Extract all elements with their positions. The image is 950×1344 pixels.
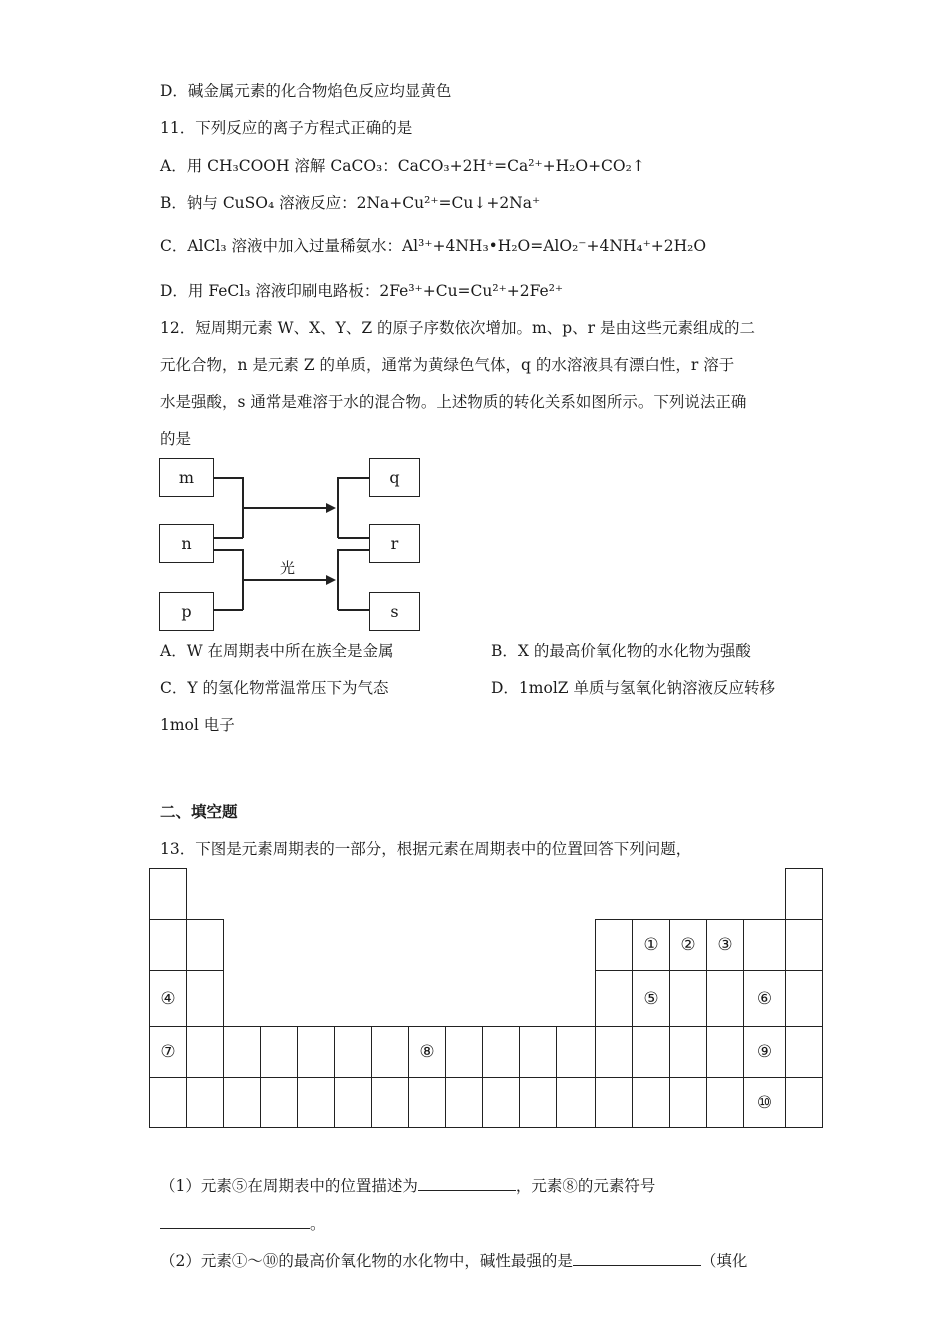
connector: [338, 549, 369, 551]
box-p: p: [159, 592, 214, 631]
connector: [338, 477, 369, 479]
element-2-cell: ②: [669, 919, 707, 971]
box-m: m: [159, 458, 214, 497]
table-cell: [445, 1077, 483, 1128]
table-cell: [785, 1026, 823, 1078]
table-cell: [595, 919, 633, 971]
table-cell: [260, 1077, 298, 1128]
table-cell: [371, 1026, 409, 1078]
question-11: 11．下列反应的离子方程式正确的是: [160, 119, 413, 137]
table-cell: [186, 1026, 224, 1078]
table-cell: [149, 919, 187, 971]
element-8-cell: ⑧: [408, 1026, 446, 1078]
option-d-q10: D．碱金属元素的化合物焰色反应均显黄色: [160, 82, 452, 100]
connector: [337, 549, 339, 610]
question-13: 13．下图是元素周期表的一部分，根据元素在周期表中的位置回答下列问题，: [160, 840, 692, 858]
light-label: 光: [280, 559, 296, 577]
option-d-q12-cont: 1mol 电子: [160, 716, 235, 734]
question-12-line1: 12．短周期元素 W、X、Y、Z 的原子序数依次增加。m、p、r 是由这些元素组成的二: [160, 319, 756, 337]
option-c-q12: C．Y 的氢化物常温常压下为气态: [160, 679, 389, 697]
table-cell: [482, 1026, 520, 1078]
sub-question-1-text: （1）元素⑤在周期表中的位置描述为: [160, 1177, 418, 1195]
box-s: s: [369, 592, 420, 631]
connector: [338, 537, 369, 539]
table-cell: [706, 1026, 744, 1078]
element-7-cell: ⑦: [149, 1026, 187, 1078]
table-cell: [785, 970, 823, 1027]
table-cell: [519, 1026, 557, 1078]
box-n: n: [159, 524, 214, 563]
table-cell: [186, 970, 224, 1027]
connector: [337, 477, 339, 538]
table-cell: [556, 1077, 596, 1128]
sub-question-2-text: （2）元素①～⑩的最高价氧化物的水化物中，碱性最强的是: [160, 1252, 573, 1270]
table-cell: [556, 1026, 596, 1078]
element-10-cell: ⑩: [743, 1077, 786, 1128]
option-a-q12: A．W 在周期表中所在族全是金属: [160, 642, 394, 660]
connector: [214, 549, 243, 551]
table-cell: [297, 1077, 335, 1128]
section-title: 二、填空题: [160, 803, 238, 821]
table-cell: [632, 1077, 670, 1128]
connector: [214, 477, 243, 479]
connector: [338, 609, 369, 611]
option-c-q11: C．AlCl₃ 溶液中加入过量稀氨水：Al³⁺+4NH₃•H₂O=AlO₂⁻+4NH₄⁺+2H₂O: [160, 237, 707, 255]
element-6-cell: ⑥: [743, 970, 786, 1027]
answer-blank-1[interactable]: [418, 1174, 516, 1191]
arrow-head-upper: [326, 503, 336, 513]
question-12-line3: 水是强酸，s 通常是难溶于水的混合物。上述物质的转化关系如图所示。下列说法正确: [160, 393, 747, 411]
option-d-q11: D．用 FeCl₃ 溶液印刷电路板：2Fe³⁺+Cu=Cu²⁺+2Fe²⁺: [160, 282, 564, 300]
table-cell: [706, 970, 744, 1027]
table-cell: [595, 970, 633, 1027]
table-cell: [669, 1026, 707, 1078]
table-cell: [260, 1026, 298, 1078]
table-cell: [706, 1077, 744, 1128]
table-cell: [785, 1077, 823, 1128]
sub-question-1-text-b: ，元素⑧的元素符号: [515, 1177, 656, 1195]
question-12-line2: 元化合物，n 是元素 Z 的单质，通常为黄绿色气体，q 的水溶液具有漂白性，r 溶于: [160, 356, 735, 374]
element-4-cell: ④: [149, 970, 187, 1027]
sub-question-2-text-b: （填化: [700, 1252, 748, 1270]
arrow-head-lower: [326, 575, 336, 585]
table-cell: [334, 1026, 372, 1078]
box-r: r: [369, 524, 420, 563]
arrow-line-lower: [242, 579, 326, 581]
table-cell: [297, 1026, 335, 1078]
element-5-cell: ⑤: [632, 970, 670, 1027]
table-cell: [149, 868, 187, 920]
table-cell: [223, 1077, 261, 1128]
table-cell: [334, 1077, 372, 1128]
table-cell: [371, 1077, 409, 1128]
connector: [214, 537, 243, 539]
table-cell: [595, 1026, 633, 1078]
table-cell: [482, 1077, 520, 1128]
table-cell: [223, 1026, 261, 1078]
table-cell: [669, 970, 707, 1027]
option-b-q12: B．X 的最高价氧化物的水化物为强酸: [491, 642, 751, 660]
sub-question-1-cont: [160, 1212, 326, 1235]
element-9-cell: ⑨: [743, 1026, 786, 1078]
table-cell: [186, 1077, 224, 1128]
arrow-line-upper: [242, 507, 326, 509]
table-cell: [149, 1077, 187, 1128]
table-cell: [785, 919, 823, 971]
sub-question-2: [160, 1249, 747, 1272]
answer-blank-3[interactable]: [573, 1249, 701, 1266]
table-cell: [632, 1026, 670, 1078]
option-a-q11: A．用 CH₃COOH 溶解 CaCO₃：CaCO₃+2H⁺=Ca²⁺+H₂O+CO₂↑: [160, 157, 645, 175]
element-3-cell: ③: [706, 919, 744, 971]
table-cell: [519, 1077, 557, 1128]
answer-blank-2[interactable]: [160, 1212, 310, 1229]
sub-question-1: [160, 1174, 655, 1197]
question-12-line4: 的是: [160, 430, 192, 448]
table-cell: [445, 1026, 483, 1078]
table-cell: [595, 1077, 633, 1128]
option-b-q11: B．钠与 CuSO₄ 溶液反应：2Na+Cu²⁺=Cu↓+2Na⁺: [160, 194, 541, 212]
table-cell: [408, 1077, 446, 1128]
table-cell: [669, 1077, 707, 1128]
table-cell: [785, 868, 823, 920]
table-cell: [743, 919, 786, 971]
sub-question-1-end: 。: [310, 1215, 326, 1233]
box-q: q: [369, 458, 420, 497]
connector: [214, 609, 243, 611]
element-1-cell: ①: [632, 919, 670, 971]
table-cell: [186, 919, 224, 971]
option-d-q12: D．1molZ 单质与氢氧化钠溶液反应转移: [491, 679, 775, 697]
